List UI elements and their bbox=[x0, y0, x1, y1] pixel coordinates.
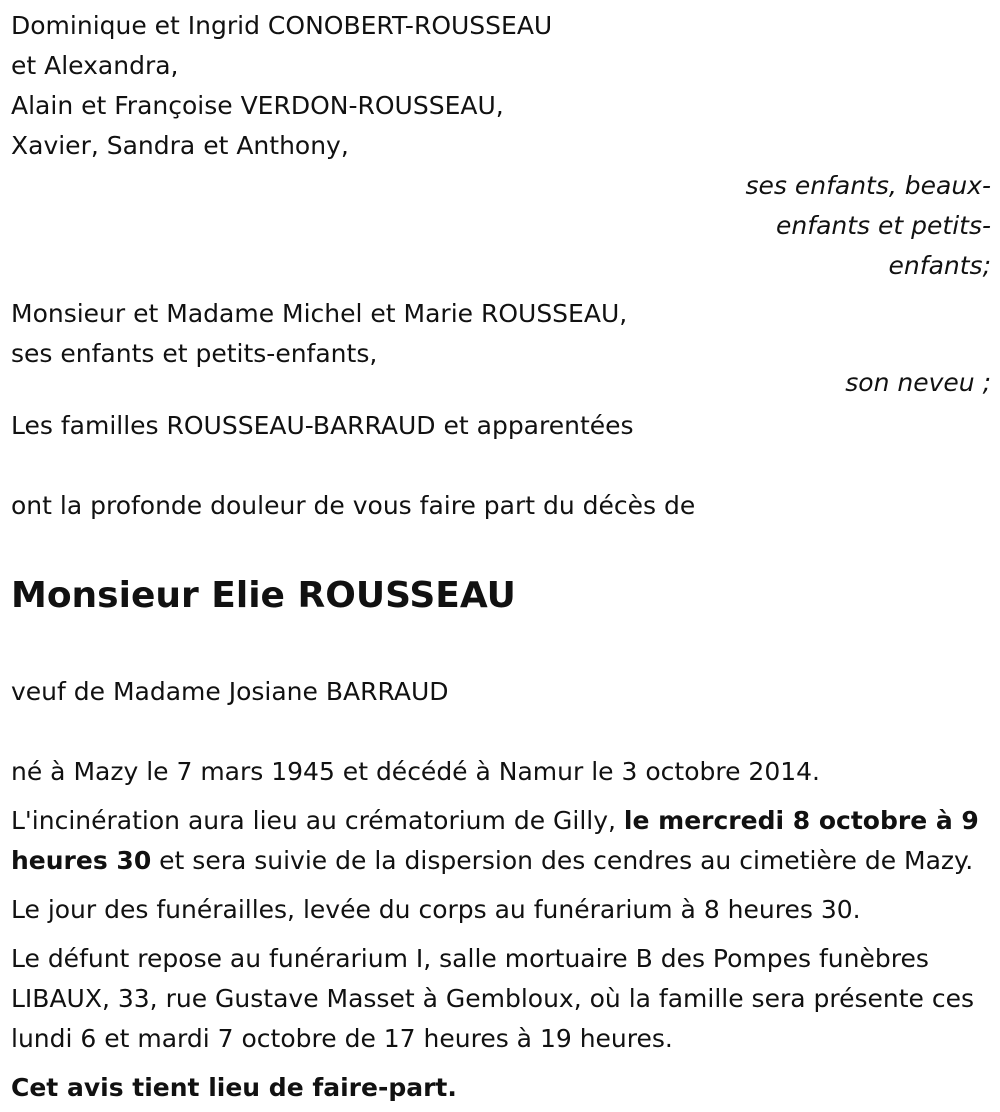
cremation-date-time: le mercredi 8 octobre à 9 heures 30 bbox=[11, 806, 979, 875]
closing-note: Cet avis tient lieu de faire-part. bbox=[11, 1073, 457, 1102]
family-line-4: Xavier, Sandra et Anthony, bbox=[11, 131, 349, 160]
obituary-notice bbox=[11, 6, 991, 1108]
birth-death: né à Mazy le 7 mars 1945 et décédé à Namur le 3 octobre 2014. bbox=[11, 757, 820, 786]
family-line-1: Dominique et Ingrid CONOBERT-ROUSSEAU bbox=[11, 11, 553, 40]
family-line-7: Les familles ROUSSEAU-BARRAUD et apparentées bbox=[11, 411, 634, 440]
widow-of: veuf de Madame Josiane BARRAUD bbox=[11, 677, 449, 706]
family-line-6: ses enfants et petits-enfants, bbox=[11, 339, 378, 368]
family-line-5: Monsieur et Madame Michel et Marie ROUSSEAU, bbox=[11, 299, 628, 328]
repose-details: Le défunt repose au funérarium I, salle mortuaire B des Pompes funèbres LIBAUX, 33, rue Gustave Masset à Gembloux, où la famille sera présente ces lundi 6 et mardi 7 octobre de 17 heures à 19 heures. bbox=[11, 944, 975, 1053]
announcement-intro: ont la profonde douleur de vous faire part du décès de bbox=[11, 491, 696, 520]
deceased-name: Monsieur Elie ROUSSEAU bbox=[11, 575, 516, 616]
cremation-text-start: L'incinération aura lieu au crématorium de Gilly, bbox=[11, 806, 624, 835]
cremation-details bbox=[11, 801, 991, 881]
family-role-children: ses enfants, beaux-enfants et petits-enfants; bbox=[745, 171, 991, 280]
family-role-nephew: son neveu ; bbox=[845, 368, 991, 397]
levee-du-corps: Le jour des funérailles, levée du corps au funérarium à 8 heures 30. bbox=[11, 895, 861, 924]
family-line-3: Alain et Françoise VERDON-ROUSSEAU, bbox=[11, 91, 504, 120]
family-line-2: et Alexandra, bbox=[11, 51, 179, 80]
cremation-text-end: et sera suivie de la dispersion des cendres au cimetière de Mazy. bbox=[151, 846, 974, 875]
